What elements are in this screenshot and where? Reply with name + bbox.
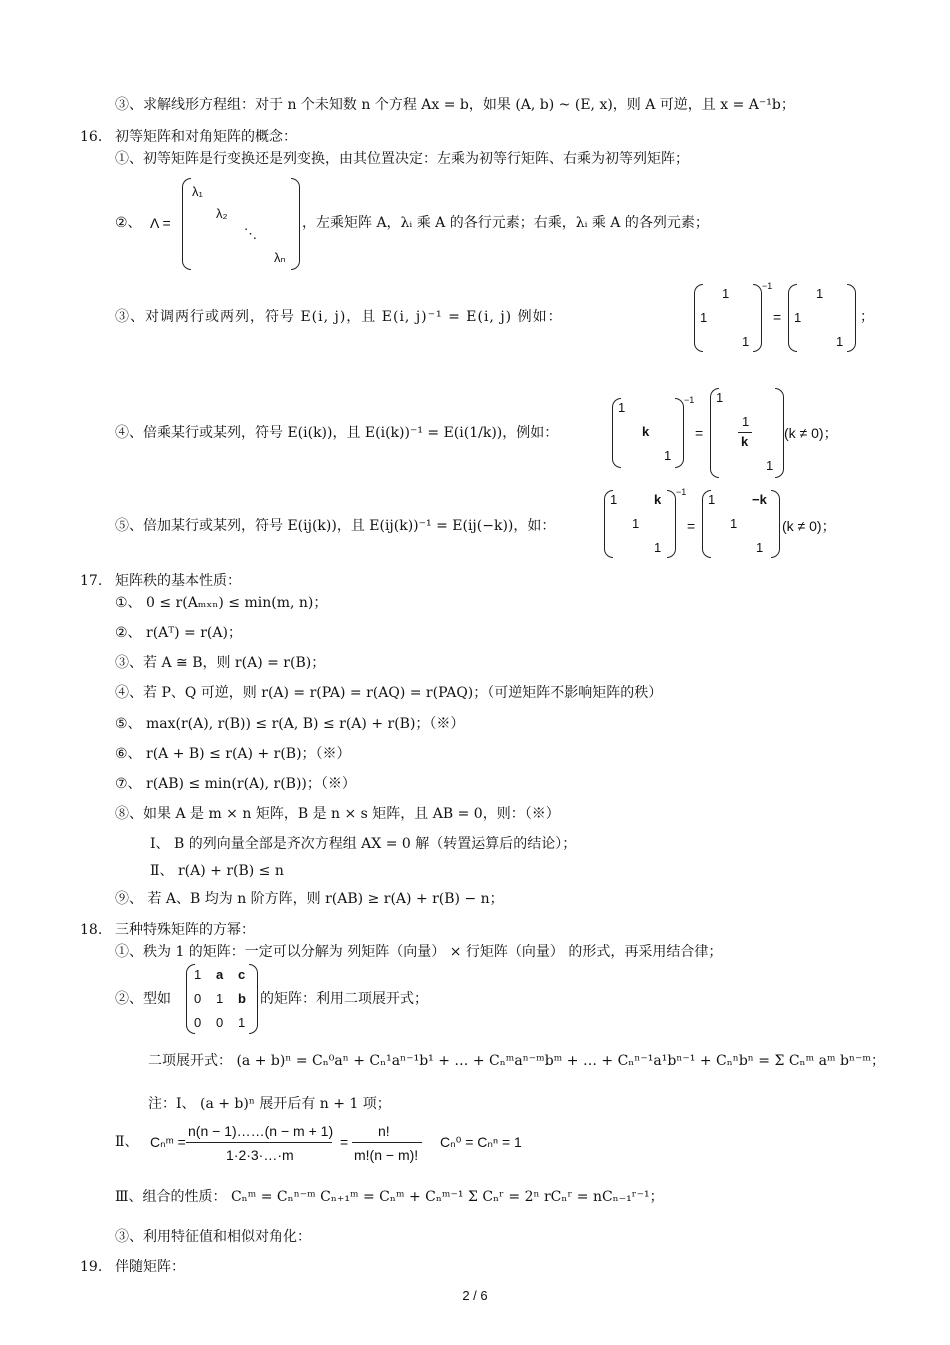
binomial-expansion: 二项展开式： (a + b)ⁿ = Cₙ⁰aⁿ + Cₙ¹aⁿ⁻¹b¹ + … + Cₙᵐaⁿ⁻ᵐbᵐ + … + Cₙⁿ⁻¹a¹bⁿ⁻¹ + Cₙⁿbⁿ = Σ Cₙᵐ aᵐ bⁿ⁻ᵐ； bbox=[148, 1053, 886, 1069]
rank-property: ⑤、 max(r(A), r(B)) ≤ r(A, B) ≤ r(A) + r(B)；（※） bbox=[115, 716, 465, 732]
matrix-entry: 1 bbox=[716, 390, 724, 405]
sec18-item1: ①、秩为 1 的矩阵：一定可以分解为 列矩阵（向量） × 行矩阵（向量） 的形式，再采用结合律； bbox=[115, 944, 723, 960]
rank-property-sub: Ⅰ、 B 的列向量全部是齐次方程组 AX = 0 解（转置运算后的结论）； bbox=[150, 836, 577, 852]
fraction-bar bbox=[186, 1142, 332, 1143]
sec17-heading: 矩阵秩的基本性质： bbox=[115, 573, 241, 589]
matrix-entry: 1 bbox=[816, 286, 824, 301]
add-matrix-result bbox=[702, 490, 780, 558]
swap-matrix-result bbox=[788, 284, 856, 352]
matrix-entry: 0 bbox=[194, 991, 202, 1006]
matrix-entry: 1 bbox=[794, 310, 802, 325]
equals-sign: = bbox=[773, 309, 782, 325]
sec16-item2-prefix: ②、 bbox=[115, 215, 142, 231]
fraction-bar bbox=[352, 1142, 422, 1143]
diagonal-matrix bbox=[182, 178, 300, 270]
diag-entry: ⋱ bbox=[244, 226, 257, 241]
sec15-item3: ③、求解线形方程组：对于 n 个未知数 n 个方程 Ax = b，如果 (A, b) ~ (E, x)，则 A 可逆，且 x = A⁻¹b； bbox=[115, 97, 795, 113]
sec16-number: 16. bbox=[80, 129, 103, 145]
inverse-superscript: −1 bbox=[762, 281, 773, 291]
fraction-numerator: 1 bbox=[742, 414, 750, 429]
scale-matrix-result bbox=[710, 388, 784, 478]
note-3: Ⅲ、组合的性质： Cₙᵐ = Cₙⁿ⁻ᵐ Cₙ₊₁ᵐ = Cₙᵐ + Cₙᵐ⁻¹ Σ Cₙʳ = 2ⁿ rCₙʳ = nCₙ₋₁ʳ⁻¹； bbox=[115, 1189, 664, 1205]
matrix-entry: 1 bbox=[632, 516, 640, 531]
fraction-denominator: 1·2·3·…·m bbox=[226, 1147, 294, 1163]
sec19-heading: 伴随矩阵： bbox=[115, 1259, 185, 1275]
rank-property: ⑥、 r(A + B) ≤ r(A) + r(B)；（※） bbox=[115, 746, 351, 762]
matrix-entry: 1 bbox=[742, 334, 750, 349]
diag-entry: λₙ bbox=[274, 250, 286, 265]
rank-property: ⑧、如果 A 是 m × n 矩阵，B 是 n × s 矩阵，且 AB = 0，则：（※） bbox=[115, 806, 560, 822]
sec18-item3: ③、利用特征值和相似对角化： bbox=[115, 1229, 311, 1245]
matrix-entry: 1 bbox=[194, 967, 202, 982]
inverse-superscript: −1 bbox=[676, 487, 687, 497]
sec16-heading: 初等矩阵和对角矩阵的概念： bbox=[115, 129, 297, 145]
fraction-numerator: n(n − 1)……(n − m + 1) bbox=[188, 1123, 334, 1139]
note-2-label: Ⅱ、 bbox=[115, 1134, 139, 1150]
add-matrix bbox=[604, 490, 676, 558]
matrix-entry: 1 bbox=[836, 334, 844, 349]
diag-entry: λ₂ bbox=[216, 206, 228, 221]
sec18-item2-text: 的矩阵：利用二项展开式； bbox=[260, 991, 428, 1007]
rank-property: ③、若 A ≅ B，则 r(A) = r(B)； bbox=[115, 655, 326, 671]
matrix-entry: 0 bbox=[194, 1015, 202, 1030]
equals-sign: = bbox=[340, 1134, 349, 1150]
rank-property: ⑨、 若 A、B 均为 n 阶方阵，则 r(AB) ≥ r(A) + r(B) − n； bbox=[115, 891, 504, 907]
fraction-numerator: n! bbox=[378, 1123, 390, 1139]
matrix-entry-negk: −k bbox=[752, 492, 767, 507]
matrix-entry: 1 bbox=[618, 400, 626, 415]
matrix-entry: c bbox=[238, 967, 246, 982]
note-2-lhs: Cₙᵐ = bbox=[150, 1134, 186, 1150]
sec18-number: 18. bbox=[80, 922, 103, 938]
matrix-entry: 1 bbox=[700, 310, 708, 325]
rank-property-sub: Ⅱ、 r(A) + r(B) ≤ n bbox=[150, 863, 284, 879]
fraction-denominator: m!(n − m)! bbox=[354, 1147, 419, 1163]
rank-property: ④、若 P、Q 可逆，则 r(A) = r(PA) = r(AQ) = r(PAQ)；（可逆矩阵不影响矩阵的秩） bbox=[115, 685, 663, 701]
sec16-item5: ⑤、倍加某行或某列，符号 E(ij(k))，且 E(ij(k))⁻¹ = E(ij(−k))，如： bbox=[115, 518, 556, 534]
equals-sign: = bbox=[687, 518, 696, 534]
diag-entry: λ₁ bbox=[192, 184, 203, 199]
fraction-bar bbox=[738, 432, 752, 433]
matrix-entry: 1 bbox=[654, 540, 662, 555]
lambda-label: Λ = bbox=[150, 215, 171, 231]
matrix-entry: 1 bbox=[610, 492, 618, 507]
matrix-entry: 1 bbox=[708, 492, 716, 507]
matrix-entry: 1 bbox=[664, 448, 672, 463]
scale-matrix bbox=[612, 398, 684, 468]
sec16-item2-text: ，左乘矩阵 A，λᵢ 乘 A 的各行元素；右乘，λᵢ 乘 A 的各列元素； bbox=[302, 215, 709, 231]
matrix-entry: 0 bbox=[216, 1015, 224, 1030]
matrix-entry: 1 bbox=[730, 516, 738, 531]
sec16-item4: ④、倍乘某行或某列，符号 E(i(k))，且 E(i(k))⁻¹ = E(i(1/k))，例如： bbox=[115, 425, 559, 441]
sec16-item4-tail: (k ≠ 0)； bbox=[784, 425, 838, 441]
matrix-entry: b bbox=[238, 991, 246, 1006]
equals-sign: = bbox=[695, 425, 704, 441]
note-1: 注：Ⅰ、 (a + b)ⁿ 展开后有 n + 1 项； bbox=[148, 1096, 391, 1112]
matrix-entry-k: k bbox=[654, 492, 662, 507]
matrix-entry: 1 bbox=[216, 991, 224, 1006]
matrix-entry: 1 bbox=[238, 1015, 246, 1030]
matrix-entry: 1 bbox=[766, 458, 774, 473]
matrix-entry: a bbox=[216, 967, 224, 982]
sec16-item5-tail: (k ≠ 0)； bbox=[782, 518, 836, 534]
swap-matrix bbox=[694, 284, 762, 352]
sec16-item1: ①、初等矩阵是行变换还是列变换，由其位置决定：左乘为初等行矩阵、右乘为初等列矩阵； bbox=[115, 151, 689, 167]
sec16-item3: ③、对调两行或两列，符号 E(i, j)，且 E(i, j)⁻¹ = E(i, j) 例如： bbox=[115, 309, 563, 325]
fraction-denominator: k bbox=[741, 434, 749, 449]
page-number: 2 / 6 bbox=[462, 1288, 488, 1303]
semicolon: ； bbox=[860, 309, 874, 325]
rank-property: ②、 r(Aᵀ) = r(A)； bbox=[115, 625, 242, 641]
sec18-item2-prefix: ②、型如 bbox=[115, 991, 171, 1007]
rank-property: ⑦、 r(AB) ≤ min(r(A), r(B))；（※） bbox=[115, 776, 356, 792]
sec17-number: 17. bbox=[80, 573, 103, 589]
sec18-heading: 三种特殊矩阵的方幂： bbox=[115, 922, 255, 938]
upper-triangular-matrix bbox=[186, 964, 258, 1034]
matrix-entry: 1 bbox=[756, 540, 764, 555]
matrix-entry-k: k bbox=[642, 424, 650, 439]
matrix-entry: 1 bbox=[722, 286, 730, 301]
note-2-tail: Cₙ⁰ = Cₙⁿ = 1 bbox=[440, 1134, 522, 1150]
sec19-number: 19. bbox=[80, 1259, 103, 1275]
rank-property: ①、 0 ≤ r(Aₘₓₙ) ≤ min(m, n)； bbox=[115, 595, 328, 611]
inverse-superscript: −1 bbox=[684, 395, 695, 405]
